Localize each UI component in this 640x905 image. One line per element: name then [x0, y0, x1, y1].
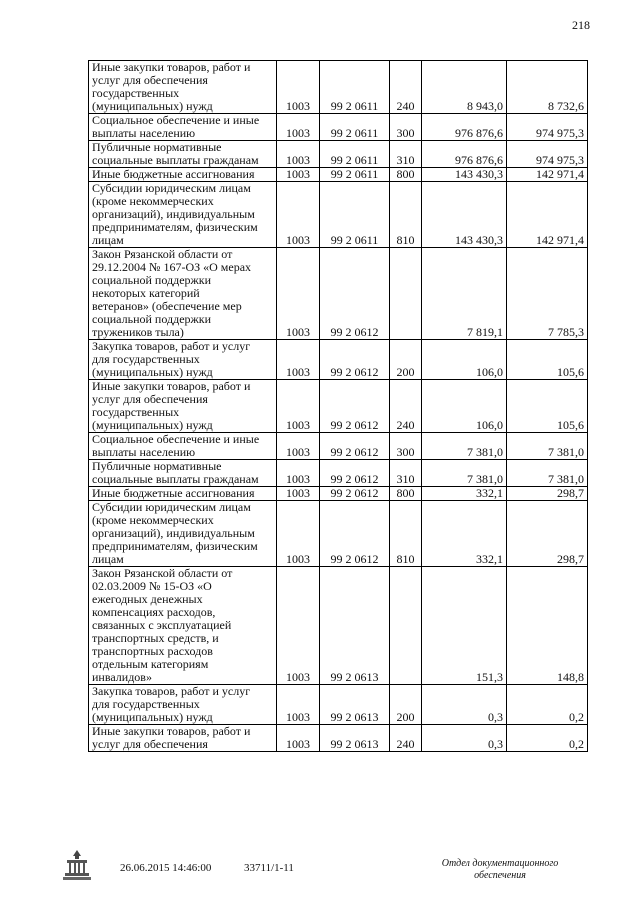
- row-sum-2016: 105,6: [507, 380, 588, 433]
- row-code: 99 2 0612: [320, 433, 390, 460]
- row-sum-2016: 142 971,4: [507, 168, 588, 182]
- row-sum-2015: 143 430,3: [422, 168, 507, 182]
- row-code: 99 2 0611: [320, 61, 390, 114]
- row-sum-2015: 143 430,3: [422, 182, 507, 248]
- table-row: [89, 460, 588, 487]
- row-code: 99 2 0612: [320, 460, 390, 487]
- row-name: Социальное обеспечение и иные выплаты населению: [89, 433, 277, 460]
- footer-department: Отдел документационного обеспечения: [441, 858, 559, 881]
- row-section: 1003: [277, 685, 320, 725]
- row-name: Закупка товаров, работ и услуг для государственных (муниципальных) нужд: [89, 340, 277, 380]
- row-name: Закон Рязанской области от 02.03.2009 № 15-ОЗ «О ежегодных денежных компенсациях расходов, связанных с эксплуатацией транспортных средств, и транспортных расходов отдельным категориям инвалидов»: [89, 567, 277, 685]
- row-sum-2015: 7 381,0: [422, 460, 507, 487]
- row-section: 1003: [277, 182, 320, 248]
- row-sum-2015: 976 876,6: [422, 141, 507, 168]
- row-sum-2015: 106,0: [422, 380, 507, 433]
- row-name: Публичные нормативные социальные выплаты гражданам: [89, 460, 277, 487]
- row-code: 99 2 0612: [320, 340, 390, 380]
- row-sum-2015: 106,0: [422, 340, 507, 380]
- row-section: 1003: [277, 460, 320, 487]
- row-name: Иные закупки товаров, работ и услуг для обеспечения государственных (муниципальных) нужд: [89, 380, 277, 433]
- row-name: Иные бюджетные ассигнования: [89, 487, 277, 501]
- table-row: [89, 433, 588, 460]
- row-code: 99 2 0611: [320, 114, 390, 141]
- table-row: [89, 182, 588, 248]
- row-sum-2015: 151,3: [422, 567, 507, 685]
- row-sum-2015: 0,3: [422, 725, 507, 752]
- row-expense-type: 300: [390, 114, 422, 141]
- row-expense-type: 240: [390, 380, 422, 433]
- row-sum-2016: 974 975,3: [507, 141, 588, 168]
- row-sum-2016: 7 381,0: [507, 433, 588, 460]
- row-name: Субсидии юридическим лицам (кроме некоммерческих организаций), индивидуальным предпринимателям, физическим лицам: [89, 182, 277, 248]
- row-expense-type: 810: [390, 501, 422, 567]
- row-sum-2016: 0,2: [507, 685, 588, 725]
- row-code: 99 2 0612: [320, 380, 390, 433]
- row-expense-type: 310: [390, 141, 422, 168]
- row-name: Иные бюджетные ассигнования: [89, 168, 277, 182]
- row-code: 99 2 0613: [320, 567, 390, 685]
- row-section: 1003: [277, 61, 320, 114]
- table-row: [89, 168, 588, 182]
- table-row: [89, 567, 588, 685]
- row-section: 1003: [277, 501, 320, 567]
- row-expense-type: 300: [390, 433, 422, 460]
- row-sum-2015: 7 819,1: [422, 248, 507, 340]
- table-row: [89, 340, 588, 380]
- budget-table-body: [89, 61, 588, 752]
- row-sum-2015: 7 381,0: [422, 433, 507, 460]
- table-row: [89, 725, 588, 752]
- row-expense-type: 310: [390, 460, 422, 487]
- row-section: 1003: [277, 340, 320, 380]
- row-sum-2015: 0,3: [422, 685, 507, 725]
- table-row: [89, 685, 588, 725]
- row-name: Иные закупки товаров, работ и услуг для обеспечения: [89, 725, 277, 752]
- row-sum-2016: 7 381,0: [507, 460, 588, 487]
- row-section: 1003: [277, 114, 320, 141]
- row-name: Закон Рязанской области от 29.12.2004 № 167-ОЗ «О мерах социальной поддержки некоторых категорий ветеранов» (обеспечение мер социальной поддержки тружеников тыла): [89, 248, 277, 340]
- row-expense-type: 800: [390, 487, 422, 501]
- row-code: 99 2 0611: [320, 168, 390, 182]
- emblem-icon: [62, 848, 92, 882]
- row-name: Закупка товаров, работ и услуг для государственных (муниципальных) нужд: [89, 685, 277, 725]
- row-sum-2016: 298,7: [507, 501, 588, 567]
- row-sum-2016: 8 732,6: [507, 61, 588, 114]
- row-section: 1003: [277, 380, 320, 433]
- row-code: 99 2 0611: [320, 141, 390, 168]
- row-section: 1003: [277, 567, 320, 685]
- row-code: 99 2 0613: [320, 725, 390, 752]
- row-sum-2016: 974 975,3: [507, 114, 588, 141]
- row-section: 1003: [277, 248, 320, 340]
- row-code: 99 2 0612: [320, 487, 390, 501]
- table-row: [89, 141, 588, 168]
- row-section: 1003: [277, 141, 320, 168]
- table-row: [89, 61, 588, 114]
- row-expense-type: 200: [390, 685, 422, 725]
- row-sum-2015: 976 876,6: [422, 114, 507, 141]
- row-expense-type: 810: [390, 182, 422, 248]
- page-number: 218: [572, 18, 590, 32]
- row-sum-2016: 7 785,3: [507, 248, 588, 340]
- row-sum-2016: 142 971,4: [507, 182, 588, 248]
- row-code: 99 2 0612: [320, 248, 390, 340]
- row-name: Публичные нормативные социальные выплаты гражданам: [89, 141, 277, 168]
- row-expense-type: 240: [390, 725, 422, 752]
- row-expense-type: [390, 567, 422, 685]
- footer-date: 26.06.2015 14:46:00: [120, 862, 212, 874]
- row-sum-2016: 148,8: [507, 567, 588, 685]
- row-name: Социальное обеспечение и иные выплаты населению: [89, 114, 277, 141]
- row-sum-2015: 332,1: [422, 487, 507, 501]
- row-sum-2016: 105,6: [507, 340, 588, 380]
- table-row: [89, 487, 588, 501]
- table-row: [89, 501, 588, 567]
- row-sum-2015: 332,1: [422, 501, 507, 567]
- row-sum-2015: 8 943,0: [422, 61, 507, 114]
- row-name: Иные закупки товаров, работ и услуг для обеспечения государственных (муниципальных) нужд: [89, 61, 277, 114]
- row-expense-type: 200: [390, 340, 422, 380]
- row-code: 99 2 0613: [320, 685, 390, 725]
- footer-doc-number: 33711/1-11: [244, 862, 294, 874]
- row-code: 99 2 0612: [320, 501, 390, 567]
- row-section: 1003: [277, 487, 320, 501]
- row-section: 1003: [277, 168, 320, 182]
- budget-table: [88, 60, 588, 752]
- row-expense-type: [390, 248, 422, 340]
- table-row: [89, 380, 588, 433]
- table-row: [89, 248, 588, 340]
- table-row: [89, 114, 588, 141]
- row-sum-2016: 298,7: [507, 487, 588, 501]
- row-section: 1003: [277, 725, 320, 752]
- row-sum-2016: 0,2: [507, 725, 588, 752]
- row-section: 1003: [277, 433, 320, 460]
- row-expense-type: 240: [390, 61, 422, 114]
- row-name: Субсидии юридическим лицам (кроме некоммерческих организаций), индивидуальным предпринимателям, физическим лицам: [89, 501, 277, 567]
- row-expense-type: 800: [390, 168, 422, 182]
- row-code: 99 2 0611: [320, 182, 390, 248]
